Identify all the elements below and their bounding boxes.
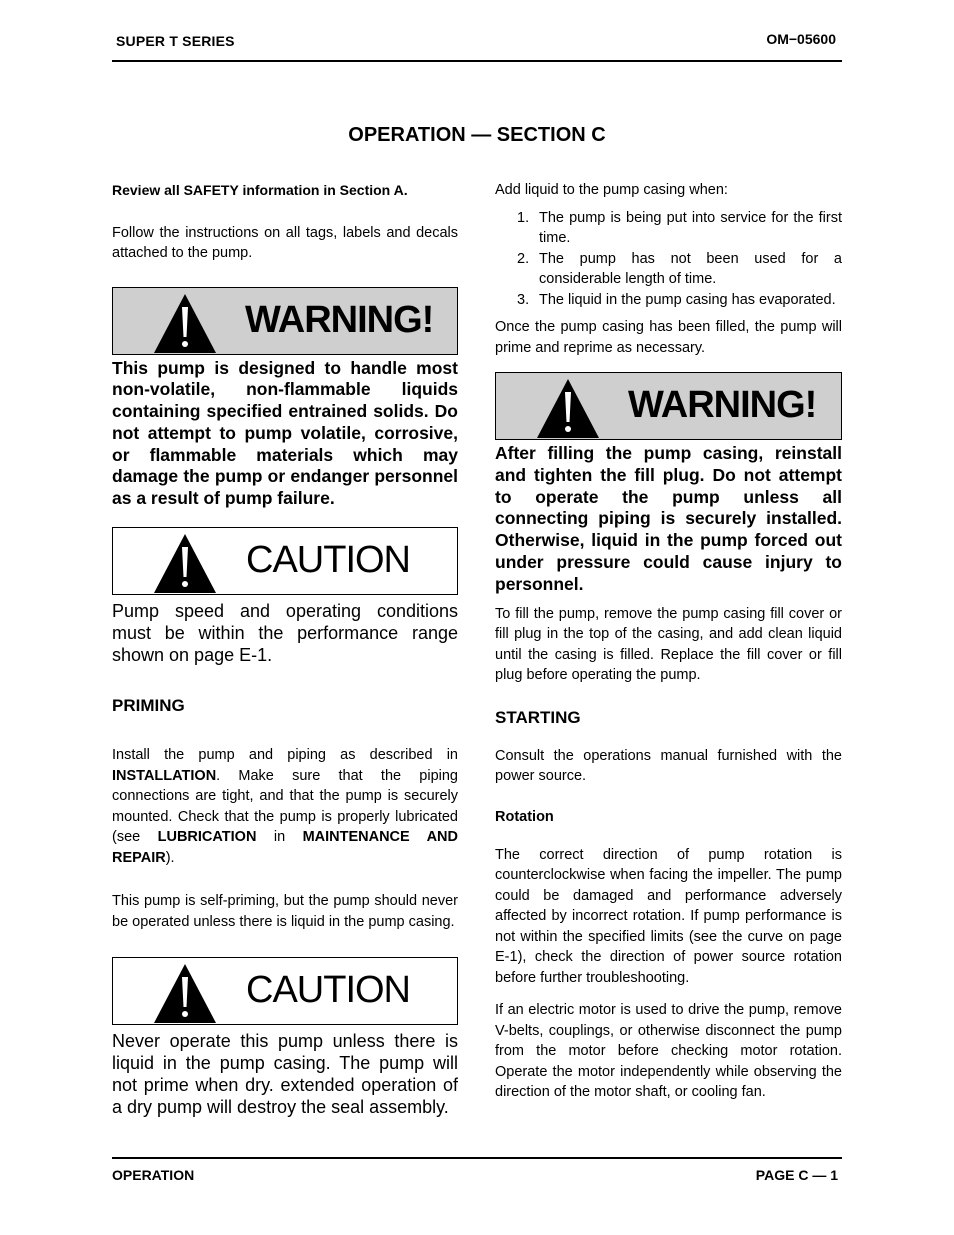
install-text-1: Install the pump and piping as described in (112, 747, 458, 764)
warning-text-2: After filling the pump casing, reinstall and tighten the fill plug. Do not attempt to operate the pump unless all connecting piping is securely installed. Otherwise, liquid in the pump forced out under pressure could cause injury to personnel. (495, 443, 842, 594)
warning-banner-2 (495, 372, 842, 440)
priming-heading: PRIMING (112, 696, 185, 716)
page-header (112, 30, 842, 62)
warning-triangle-icon (153, 291, 217, 355)
caution-banner (112, 527, 458, 595)
caution-banner-2 (112, 957, 458, 1025)
list-item: 1. The pump is being put into service for the first time. (517, 209, 842, 246)
warning-label: WARNING! (245, 298, 434, 341)
warning-banner (112, 287, 458, 355)
motor-paragraph: If an electric motor is used to drive the pump, remove V-belts, couplings, or otherwise disconnect the pump from the motor before checking motor rotation. Operate the motor independently while observing the direction of the motor shaft, or cooling fan. (495, 1002, 842, 1101)
to-fill-paragraph: To fill the pump, remove the pump casing fill cover or fill plug in the top of the casing, and add clean liquid until the casing is filled. Replace the fill cover or fill plug before operating the pump. (495, 605, 842, 684)
caution-triangle-icon (153, 961, 217, 1025)
page-footer (112, 1157, 842, 1189)
warning-label-2: WARNING! (628, 384, 817, 426)
review-safety-note: Review all SAFETY information in Section A. (112, 182, 408, 198)
caution-label: CAUTION (246, 539, 410, 582)
warning-triangle-icon (536, 376, 600, 440)
install-paragraph (112, 745, 458, 868)
right-column (495, 180, 842, 1103)
install-section-ref: INSTALLATION (112, 767, 217, 784)
page-title: OPERATION — SECTION C (348, 124, 606, 146)
caution-triangle-icon (153, 531, 217, 595)
left-column (112, 180, 458, 1118)
consult-paragraph: Consult the operations manual furnished with the power source. (495, 747, 842, 785)
list-item: 2. The pump has not been used for a considerable length of time. (517, 250, 842, 287)
footer-section: OPERATION (112, 1167, 195, 1183)
add-liquid-intro: Add liquid to the pump casing when: (495, 182, 728, 198)
footer-page-number: PAGE C — 1 (755, 1167, 838, 1183)
list-item: 3. The liquid in the pump casing has evaporated. (517, 291, 836, 308)
header-series: SUPER T SERIES (116, 33, 235, 49)
starting-heading: STARTING (495, 707, 581, 727)
self-priming-paragraph: This pump is self-priming, but the pump should never be operated unless there is liquid in the pump casing. (112, 893, 458, 930)
follow-instructions: Follow the instructions on all tags, labels and decals attached to the pump. (112, 224, 458, 261)
caution-text: Pump speed and operating conditions must be within the performance range shown on page E-1. (112, 601, 458, 666)
maintenance-ref: MAINTENANCE AND REPAIR (112, 829, 458, 866)
install-text-2: . Make sure that the piping connections are tight, and that the pump is securely mounted. Check that the pump is properly lubricated (see (112, 767, 458, 846)
install-text-3: in (256, 829, 303, 846)
caution-text-2: Never operate this pump unless there is liquid in the pump casing. The pump will not prime when dry. extended operation of a dry pump will destroy the seal assembly. (112, 1031, 458, 1118)
rotation-heading: Rotation (495, 808, 554, 825)
lubrication-ref: LUBRICATION (157, 829, 257, 846)
once-filled-paragraph: Once the pump casing has been filled, the pump will prime and reprime as necessary. (495, 319, 842, 356)
header-doc-number: OM−05600 (766, 31, 836, 47)
add-liquid-list (495, 208, 842, 311)
caution-label-2: CAUTION (246, 969, 410, 1012)
warning-text: This pump is designed to handle most non-volatile, non-flammable liquids containing specified entrained solids. Do not attempt to pump volatile, corrosive, or flammable materials which may damage the pump or endanger personnel as a result of pump failure. (112, 357, 458, 509)
rotation-paragraph: The correct direction of pump rotation is counterclockwise when facing the impeller. The pump could be damaged and performance adversely affected by incorrect rotation. If pump performance is not within the specified limits (see the curve on page E-1), check the direction of power source rotation before further troubleshooting. (495, 846, 842, 986)
install-text-4: ). (165, 849, 175, 866)
